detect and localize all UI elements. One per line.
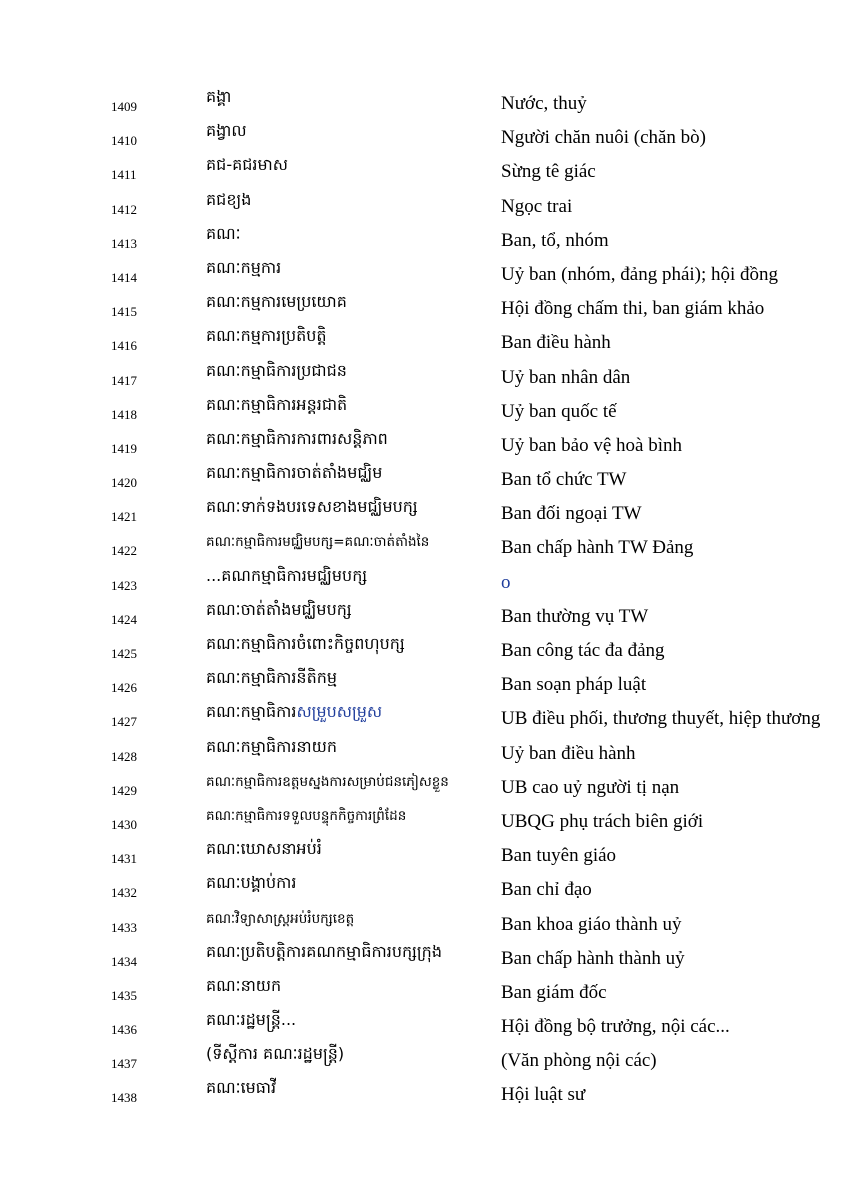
khmer-term [206, 257, 281, 281]
khmer-term [206, 428, 388, 452]
khmer-term-text: គណៈមេធាវី [206, 1078, 277, 1098]
khmer-term [206, 325, 327, 349]
vietnamese-meaning: Uỷ ban điều hành [501, 742, 636, 764]
vietnamese-meaning: Nước, thuỷ [501, 93, 587, 114]
entry-number: 1410 [111, 133, 137, 149]
khmer-term-text: គណៈ [206, 223, 241, 243]
vietnamese-meaning: Ban đối ngoại TW [501, 503, 642, 525]
khmer-term [206, 533, 429, 553]
entry-number: 1417 [111, 372, 137, 388]
khmer-term [206, 975, 281, 999]
khmer-term [206, 462, 382, 486]
khmer-term [206, 1043, 344, 1067]
vietnamese-meaning: Ban chỉ đạo [501, 879, 592, 901]
entry-number: 1418 [111, 406, 137, 422]
vietnamese-meaning: Sừng tê giác [501, 161, 596, 183]
entry-row [0, 528, 848, 562]
entry-row [0, 358, 848, 392]
khmer-term-text: គណៈប្រតិបត្តិការគណកម្មាធិការបក្សក្រុង [206, 941, 442, 961]
khmer-term [206, 496, 418, 520]
entry-row [0, 836, 848, 870]
vietnamese-meaning: Uỷ ban bảo vệ hoà bình [501, 434, 682, 456]
khmer-term [206, 154, 288, 178]
entry-number: 1414 [111, 269, 137, 285]
khmer-term-text: គណៈកម្មាធិការឧត្តមស្នងការសម្រាប់ជនភៀសខ្លួន [206, 773, 449, 790]
entry-row [0, 870, 848, 904]
vietnamese-meaning: Ban công tác đa đảng [501, 640, 665, 661]
vietnamese-meaning: Uỷ ban nhân dân [501, 366, 631, 388]
entry-row [0, 255, 848, 289]
entry-row [0, 1007, 848, 1041]
vietnamese-meaning: Ban khoa giáo thành uỷ [501, 913, 682, 935]
vietnamese-meaning: Ban tuyên giáo [501, 845, 617, 867]
entry-row [0, 289, 848, 323]
khmer-term [206, 872, 296, 896]
entry-row [0, 939, 848, 973]
entry-number: 1428 [111, 748, 137, 764]
entry-row [0, 323, 848, 357]
entry-number: 1409 [111, 99, 137, 114]
entry-row [0, 768, 848, 802]
khmer-term-text: ...គណកម្មាធិការមជ្ឈិមបក្ស [206, 565, 368, 585]
entry-number: 1437 [111, 1056, 137, 1072]
entry-number: 1429 [111, 782, 137, 798]
vietnamese-meaning: Ban chấp hành thành uỷ [501, 947, 685, 969]
khmer-term [206, 633, 405, 657]
khmer-term-text: គណៈកម្មាធិការប្រជាជន [206, 360, 347, 380]
entry-row [0, 665, 848, 699]
vietnamese-meaning: UBQG phụ trách biên giới [501, 810, 704, 832]
vietnamese-meaning: Ban soạn pháp luật [501, 674, 647, 696]
khmer-term-text: គណៈកម្មាធិការចាត់តាំងមជ្ឈិម [206, 463, 383, 483]
khmer-term [206, 807, 406, 827]
vietnamese-meaning: UB điều phối, thương thuyết, hiệp thương [501, 708, 821, 730]
khmer-term-text: គណៈកម្មការ [206, 257, 282, 277]
khmer-term [206, 701, 382, 725]
vietnamese-meaning: Ban, tổ, nhóm [501, 229, 609, 251]
khmer-term [206, 773, 449, 793]
khmer-term [206, 86, 231, 110]
khmer-term-text: គង្គា [206, 87, 232, 106]
entry-number: 1426 [111, 680, 137, 696]
khmer-term-text: គជខ្យង [206, 189, 252, 209]
khmer-term-text: (ទីស្តីការ គណៈរដ្ឋមន្ត្រី) [206, 1044, 345, 1064]
khmer-term [206, 910, 354, 930]
khmer-term-text: គណៈកម្មាធិការមជ្ឈិមបក្ស=គណៈចាត់តាំងនៃ [206, 534, 430, 551]
entry-number: 1413 [111, 235, 137, 251]
khmer-term-text: គណៈនាយក [206, 975, 282, 995]
khmer-term-text: គជ-គជរមាស [206, 155, 288, 175]
entry-number: 1427 [111, 714, 137, 730]
khmer-term [206, 736, 337, 760]
khmer-term-highlight: សម្រួបសម្រួស [296, 702, 383, 722]
entry-number: 1411 [111, 167, 137, 183]
khmer-term-text: គណៈកម្មការមេប្រយោគ [206, 292, 347, 312]
khmer-term-text: គណៈរដ្ឋមន្ត្រី... [206, 1010, 297, 1030]
entry-number: 1436 [111, 1022, 137, 1038]
khmer-term-text: គណៈកម្មាធិការ [206, 702, 297, 722]
entry-row [0, 973, 848, 1007]
entry-row [0, 802, 848, 836]
entry-row [0, 1041, 848, 1075]
entry-row [0, 118, 848, 152]
khmer-term [206, 394, 347, 418]
entry-number: 1435 [111, 987, 137, 1003]
entry-row [0, 221, 848, 255]
vietnamese-meaning: Hội đồng chấm thi, ban giám khảo [501, 298, 765, 320]
entry-number: 1415 [111, 304, 137, 320]
entry-row [0, 597, 848, 631]
vietnamese-meaning: Hội đồng bộ trưởng, nội các... [501, 1016, 730, 1038]
khmer-term [206, 1077, 276, 1101]
entry-number: 1432 [111, 885, 137, 901]
khmer-term [206, 291, 347, 315]
vietnamese-meaning: Ban tổ chức TW [501, 469, 627, 491]
khmer-term-text: គណៈបង្គាប់ការ [206, 873, 297, 893]
entry-number: 1421 [111, 509, 137, 525]
khmer-term [206, 120, 247, 144]
khmer-term-text: គណៈវិទ្យាសាស្ត្រអប់រំបក្សខេត្ត [206, 910, 355, 927]
entry-number: 1425 [111, 646, 137, 661]
khmer-term [206, 223, 241, 247]
entry-row [0, 734, 848, 768]
entry-row [0, 84, 848, 118]
entry-number: 1434 [111, 953, 137, 969]
khmer-term [206, 360, 347, 384]
entry-row [0, 563, 848, 597]
entry-list [0, 84, 848, 1110]
khmer-term [206, 189, 251, 213]
khmer-term-text: គណៈកម្មាធិការទទួលបន្ទុកកិច្ចការព្រំដែន [206, 807, 407, 824]
khmer-term-text: គណៈទាក់ទងបរទេសខាងមជ្ឈិមបក្ស [206, 497, 418, 517]
vietnamese-meaning: Ban điều hành [501, 332, 611, 354]
entry-number: 1438 [111, 1090, 137, 1106]
vietnamese-meaning: Ngọc trai [501, 195, 573, 217]
khmer-term-text: គណៈកម្មការប្រតិបត្តិ [206, 326, 327, 346]
entry-row [0, 494, 848, 528]
vietnamese-meaning: Ban thường vụ TW [501, 605, 649, 627]
vietnamese-meaning: Người chăn nuôi (chăn bò) [501, 127, 707, 149]
entry-number: 1412 [111, 201, 137, 217]
entry-number: 1424 [111, 611, 137, 627]
khmer-term-text: គណៈកម្មាធិការនីតិកម្ម [206, 668, 338, 688]
khmer-term-text: គណៈកម្មាធិការអន្តរជាតិ [206, 394, 348, 414]
entry-number: 1420 [111, 475, 137, 491]
entry-number: 1422 [111, 543, 137, 559]
entry-row [0, 152, 848, 186]
khmer-term [206, 1009, 296, 1033]
khmer-term-text: គណៈកម្មាធិការចំពោះកិច្ចពហុបក្ស [206, 634, 405, 653]
khmer-term-text: គណៈកម្មាធិការការពារសន្តិភាព [206, 428, 388, 448]
khmer-term [206, 565, 367, 589]
khmer-term-text: គណៈចាត់តាំងមជ្ឈិមបក្ស [206, 599, 352, 619]
entry-row [0, 1075, 848, 1109]
entry-row [0, 699, 848, 733]
khmer-term-text: គង្វាល [206, 121, 247, 141]
vietnamese-meaning: Ban giám đốc [501, 981, 607, 1003]
entry-row [0, 426, 848, 460]
entry-number: 1431 [111, 851, 137, 867]
vietnamese-meaning: Uỷ ban (nhóm, đảng phái); hội đồng [501, 263, 779, 285]
khmer-term [206, 667, 337, 691]
khmer-term [206, 941, 442, 965]
entry-number: 1423 [111, 577, 137, 593]
vietnamese-meaning: Uỷ ban quốc tế [501, 400, 617, 422]
vietnamese-meaning: (Văn phòng nội các) [501, 1050, 657, 1072]
entry-row [0, 460, 848, 494]
entry-number: 1433 [111, 919, 137, 935]
entry-number: 1430 [111, 816, 137, 832]
entry-number: 1416 [111, 338, 137, 354]
khmer-term [206, 599, 352, 623]
vietnamese-meaning: o [501, 571, 511, 593]
vietnamese-meaning: Hội luật sư [501, 1084, 586, 1106]
vietnamese-meaning: Ban chấp hành TW Đảng [501, 537, 694, 559]
entry-row [0, 187, 848, 221]
khmer-term-text: គណៈឃោសនាអប់រំ [206, 839, 322, 859]
entry-number: 1419 [111, 440, 137, 456]
vietnamese-meaning: UB cao uỷ người tị nạn [501, 776, 680, 798]
entry-row [0, 905, 848, 939]
entry-row [0, 631, 848, 665]
entry-row [0, 392, 848, 426]
khmer-term-text: គណៈកម្មាធិការនាយក [206, 736, 338, 756]
khmer-term [206, 838, 322, 862]
